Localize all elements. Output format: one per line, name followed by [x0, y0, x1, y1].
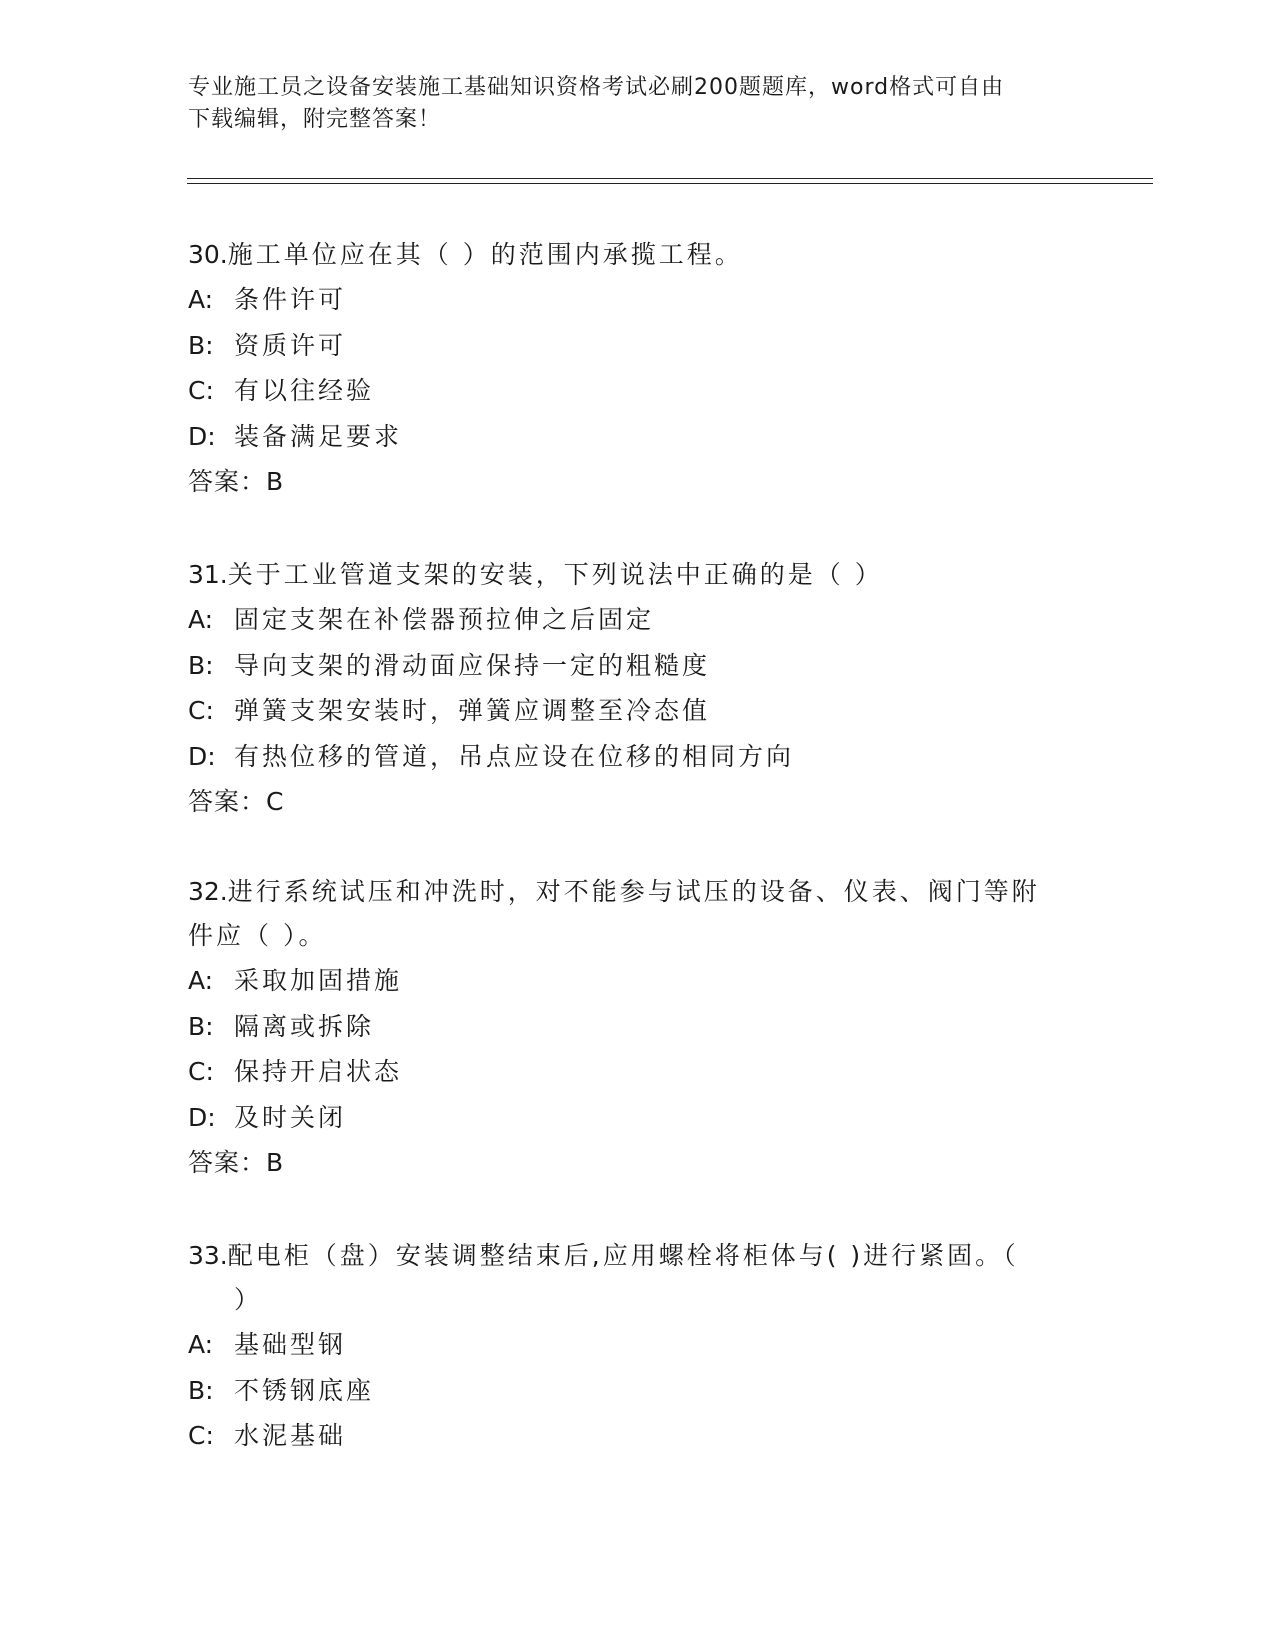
question-number: 32. — [188, 877, 228, 906]
answer-value: B — [266, 1148, 285, 1177]
answer-line — [188, 459, 1088, 504]
option-letter: B: — [188, 1375, 214, 1405]
option-text: 固定支架在补偿器预拉伸之后固定 — [234, 605, 655, 634]
option-letter: C: — [188, 376, 214, 405]
option-a — [188, 1322, 1088, 1368]
option-letter: B: — [188, 650, 214, 680]
option-text: 弹簧支架安装时，弹簧应调整至冷态值 — [234, 696, 711, 725]
option-b — [188, 323, 1088, 369]
question-number: 33. — [188, 1241, 228, 1270]
option-letter: A: — [188, 605, 214, 634]
option-letter: C: — [188, 1057, 214, 1086]
option-text: 有以往经验 — [234, 376, 375, 405]
option-b — [188, 1004, 1088, 1050]
question-32 — [188, 870, 1088, 1185]
option-text: 导向支架的滑动面应保持一定的粗糙度 — [234, 650, 711, 680]
option-letter: A: — [188, 1330, 214, 1359]
question-text: 关于工业管道支架的安装，下列说法中正确的是（ ） — [227, 560, 883, 589]
question-31 — [188, 553, 1088, 824]
option-c — [188, 368, 1088, 414]
question-text-continuation: ） — [234, 1285, 263, 1314]
answer-value: B — [266, 467, 285, 496]
option-text: 装备满足要求 — [234, 421, 403, 451]
option-d — [188, 414, 1088, 460]
answer-line — [188, 779, 1088, 824]
question-stem — [188, 1234, 1068, 1322]
option-letter: D: — [188, 741, 216, 771]
question-number: 31. — [188, 560, 228, 589]
option-c — [188, 1413, 1088, 1459]
option-a — [188, 597, 1088, 643]
header-line-1: 专业施工员之设备安装施工基础知识资格考试必刷200题题库，word格式可自由 — [188, 75, 1005, 100]
header-divider-bottom — [187, 183, 1153, 184]
question-number: 30. — [188, 240, 228, 269]
option-a — [188, 277, 1088, 323]
answer-value: C — [266, 787, 285, 816]
option-d — [188, 1095, 1088, 1141]
question-text: 配电柜（盘）安装调整结束后,应用螺栓将柜体与( )进行紧固。（ — [227, 1241, 1019, 1270]
option-text: 保持开启状态 — [234, 1057, 403, 1086]
option-b — [188, 1368, 1088, 1414]
question-text: 进行系统试压和冲洗时，对不能参与试压的设备、仪表、阀门等附件应（ ）。 — [188, 877, 1040, 950]
header-divider-top — [187, 178, 1153, 179]
question-stem — [188, 233, 1068, 277]
option-letter: B: — [188, 1011, 214, 1041]
option-b — [188, 643, 1088, 689]
question-stem — [188, 870, 1056, 958]
option-text: 及时关闭 — [234, 1102, 347, 1132]
answer-line — [188, 1140, 1088, 1185]
answer-label: 答案： — [188, 1148, 267, 1177]
option-text: 条件许可 — [234, 285, 347, 314]
option-letter: A: — [188, 285, 214, 314]
option-letter: B: — [188, 330, 214, 360]
option-text: 采取加固措施 — [234, 966, 403, 995]
header-line-2: 下载编辑，附完整答案！ — [188, 107, 442, 132]
answer-label: 答案： — [188, 467, 267, 496]
option-letter: D: — [188, 1102, 216, 1132]
option-letter: D: — [188, 421, 216, 451]
option-letter: C: — [188, 696, 214, 725]
option-letter: C: — [188, 1421, 214, 1450]
question-stem — [188, 553, 1068, 597]
option-text: 不锈钢底座 — [234, 1375, 375, 1405]
option-text: 资质许可 — [234, 330, 347, 360]
question-text: 施工单位应在其（ ）的范围内承揽工程。 — [227, 240, 743, 269]
option-a — [188, 958, 1088, 1004]
option-c — [188, 1049, 1088, 1095]
question-30 — [188, 233, 1088, 504]
answer-label: 答案： — [188, 787, 267, 816]
option-text: 水泥基础 — [234, 1421, 347, 1450]
question-33 — [188, 1234, 1088, 1459]
document-header — [188, 72, 1068, 136]
option-text: 基础型钢 — [234, 1330, 347, 1359]
option-text: 有热位移的管道，吊点应设在位移的相同方向 — [234, 741, 795, 771]
option-letter: A: — [188, 966, 214, 995]
option-d — [188, 734, 1088, 780]
option-c — [188, 688, 1088, 734]
option-text: 隔离或拆除 — [234, 1011, 375, 1041]
